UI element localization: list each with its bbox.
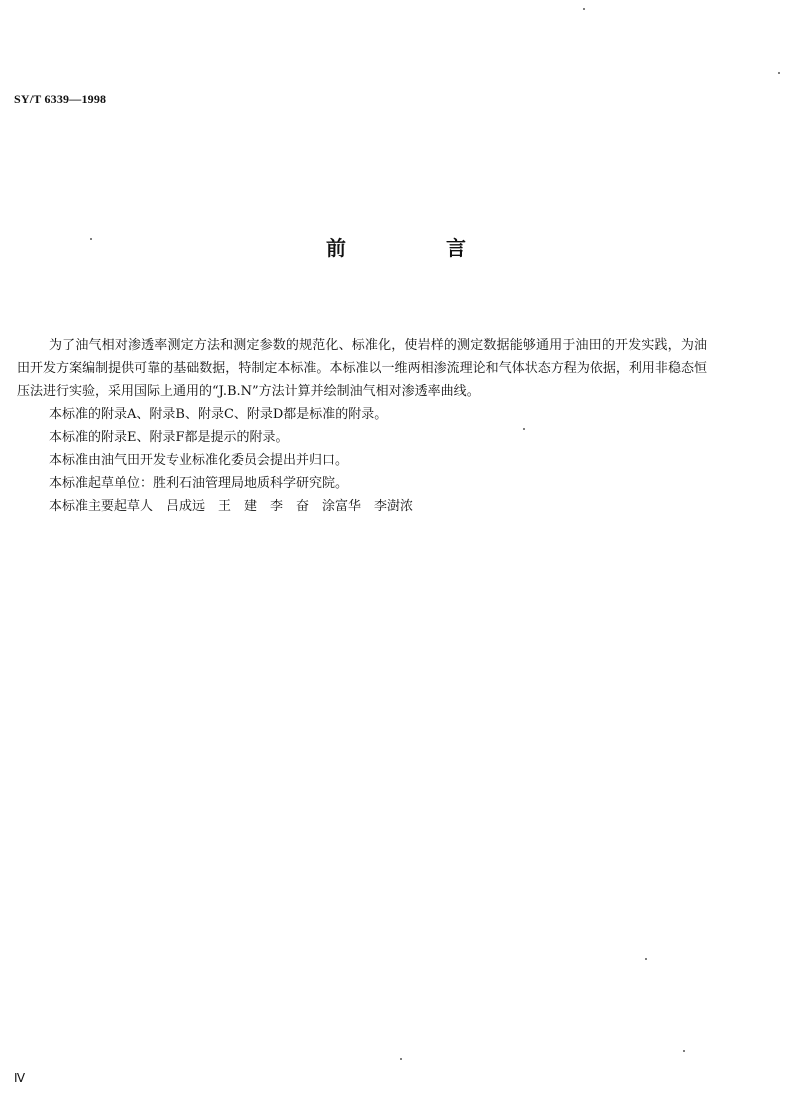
paragraph-drafters: 本标准主要起草人 吕成远 王 建 李 奋 涂富华 李澍浓: [49, 499, 414, 514]
paragraph-proposer: 本标准由油气田开发专业标准化委员会提出并归口。: [49, 453, 349, 468]
standard-code: SY/T 6339—1998: [14, 92, 107, 106]
scan-speck: [400, 1058, 402, 1060]
page-number: Ⅳ: [14, 1071, 26, 1085]
scan-speck: [778, 72, 780, 74]
paragraph-drafting-unit: 本标准起草单位：胜利石油管理局地质科学研究院。: [49, 476, 349, 491]
scan-speck: [683, 1050, 685, 1052]
paragraph-purpose: 为了油气相对渗透率测定方法和测定参数的规范化、标准化，使岩样的测定数据能够通用于油田的开发实践，为油田开发方案编制提供可靠的基础数据，特制定本标准。本标准以一维两相渗流理论和气体状态方程为依据，利用非稳态恒压法进行实验，采用国际上通用的“J.B.N”方法计算并绘制油气相对渗透率曲线。: [17, 338, 707, 399]
scan-speck: [90, 238, 92, 240]
page-title: 前 言: [326, 236, 506, 260]
scan-speck: [645, 958, 647, 960]
scan-speck: [523, 428, 525, 430]
scan-speck: [583, 8, 585, 10]
paragraph-normative-annexes: 本标准的附录A、附录B、附录C、附录D都是标准的附录。: [49, 407, 388, 422]
body-text: [17, 334, 707, 518]
paragraph-informative-annexes: 本标准的附录E、附录F都是提示的附录。: [49, 430, 289, 445]
